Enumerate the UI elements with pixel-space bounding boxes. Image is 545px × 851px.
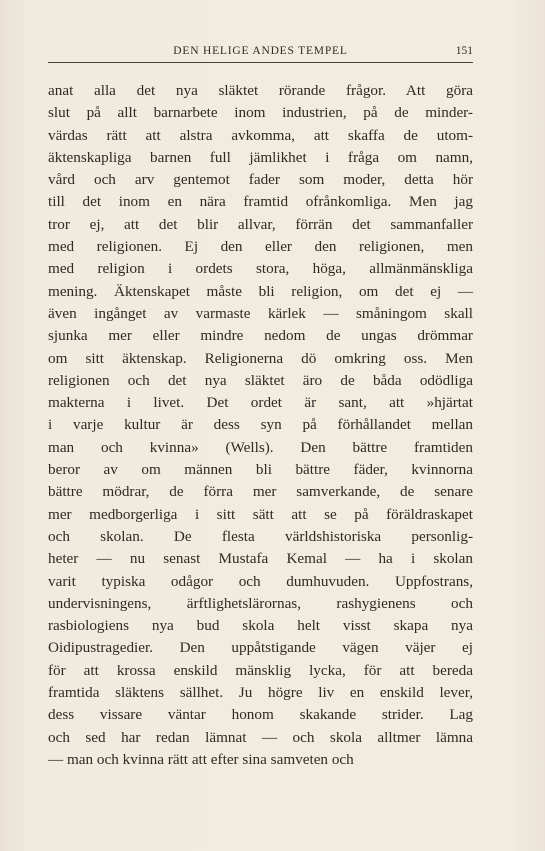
text-line: vård och arv gentemot fader som moder, detta hör xyxy=(48,171,473,189)
text-line: — man och kvinna rätt att efter sina samveten och xyxy=(48,750,354,768)
body-text xyxy=(48,80,473,771)
text-line: man och kvinna» (Wells). Den bättre framtiden xyxy=(48,438,473,456)
text-line: undervisningens, ärftlighetslärornas, rashygienens och xyxy=(48,594,473,612)
text-line: heter — nu senast Mustafa Kemal — ha i skolan xyxy=(48,550,473,568)
text-line: mer medborgerliga i sitt sätt att se på föräldraskapet xyxy=(48,505,473,523)
text-line: till det inom en nära framtid ofrånkomliga. Men jag xyxy=(48,193,473,211)
text-line: Oidipustragedier. Den uppåtstigande vägen väjer ej xyxy=(48,639,473,657)
page-number: 151 xyxy=(455,45,473,57)
text-line: anat alla det nya släktet rörande frågor. Att göra xyxy=(48,82,473,99)
text-line: även ingånget av varmaste kärlek — småningom skall xyxy=(48,304,473,322)
text-line: tror ej, att det blir allvar, förrän det sammanfaller xyxy=(48,215,473,233)
text-line: äktenskapliga barnen full jämlikhet i fråga om namn, xyxy=(48,148,473,166)
text-line: beror av om männen bli bättre fäder, kvinnorna xyxy=(48,461,473,479)
text-line: slut på allt barnarbete inom industrien, på de minder- xyxy=(48,104,473,122)
text-line: varit typiska odågor och dumhuvuden. Uppfostrans, xyxy=(48,572,473,590)
running-header xyxy=(48,40,473,63)
text-line: värdas rätt att alstra avkomma, att skaffa de utom- xyxy=(48,126,473,144)
text-line: mening. Äktenskapet måste bli religion, om det ej — xyxy=(48,282,473,300)
text-line: om sitt äktenskap. Religionerna dö omkring oss. Men xyxy=(48,349,473,367)
running-title: DEN HELIGE ANDES TEMPEL xyxy=(173,45,348,57)
text-line: framtida släktens sällhet. Ju högre liv en enskild lever, xyxy=(48,684,473,702)
text-line: och skolan. De flesta världshistoriska personlig- xyxy=(48,527,473,545)
text-line: och sed har redan lämnat — och skola alltmer lämna xyxy=(48,728,473,746)
text-line: dess vissare väntar honom skakande strider. Lag xyxy=(48,706,473,724)
text-line: i varje kultur är dess syn på förhållandet mellan xyxy=(48,416,473,434)
text-line: med religion i ordets stora, höga, allmänmänskliga xyxy=(48,260,473,278)
text-line: sjunka mer eller mindre nedom de ungas drömmar xyxy=(48,327,473,345)
text-line: religionen och det nya släktet äro de båda odödliga xyxy=(48,371,473,389)
text-line: med religionen. Ej den eller den religionen, men xyxy=(48,238,473,256)
text-line: bättre mödrar, de förra mer samverkande, de senare xyxy=(48,483,473,501)
text-line: för att krossa enskild mänsklig lycka, för att bereda xyxy=(48,661,473,679)
text-line: makterna i livet. Det ordet är sant, att »hjärtat xyxy=(48,394,473,412)
text-line: rasbiologiens nya bud skola helt visst skapa nya xyxy=(48,617,473,635)
